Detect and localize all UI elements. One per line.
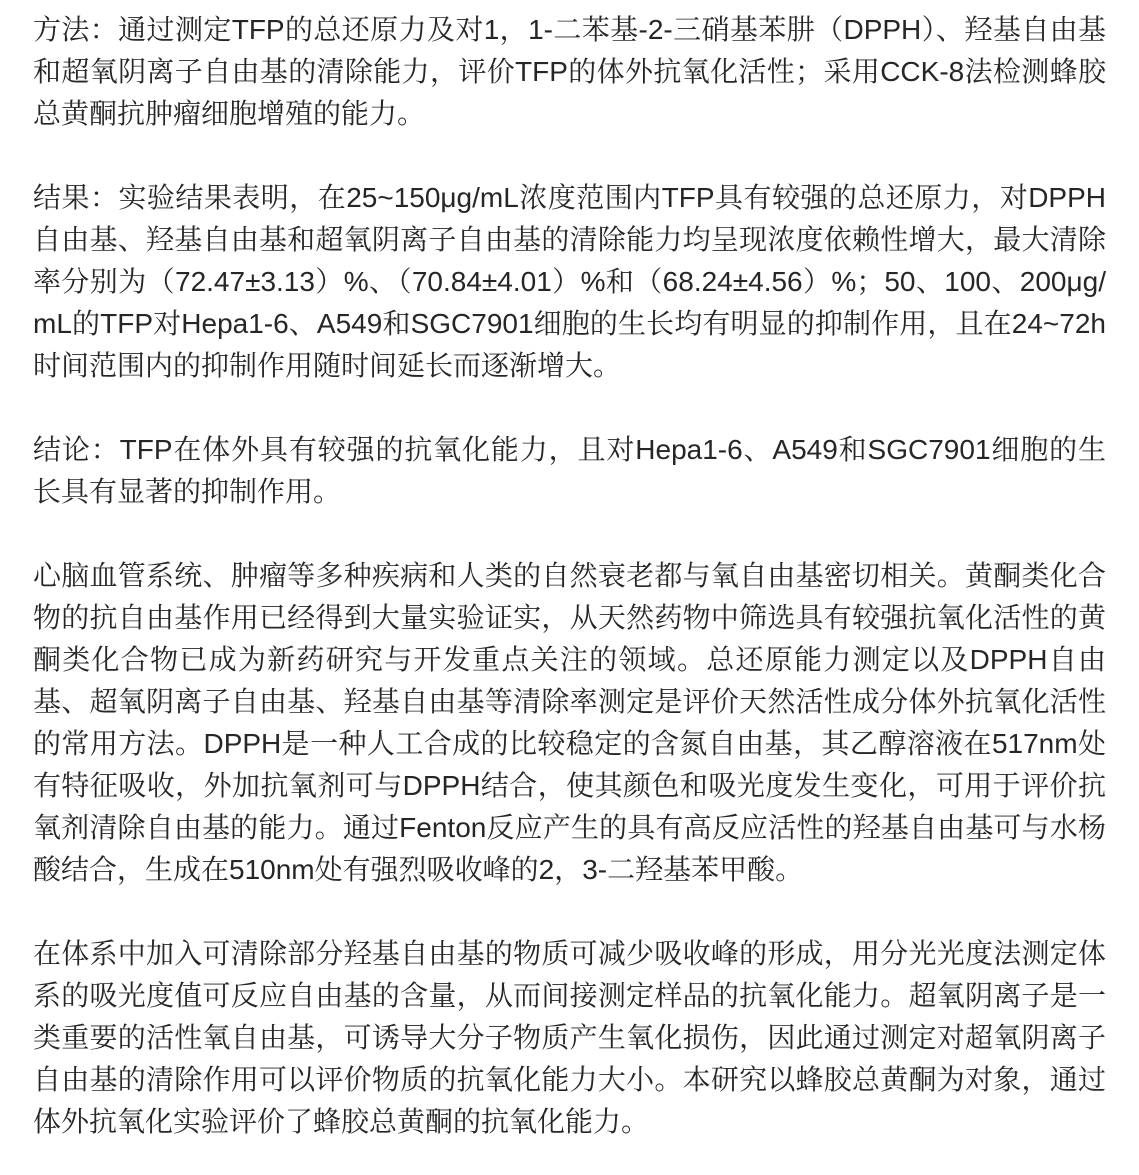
paragraph-results: 结果：实验结果表明，在25~150μg/mL浓度范围内TFP具有较强的总还原力，对DPPH自由基、羟基自由基和超氧阴离子自由基的清除能力均呈现浓度依赖性增大，最大清除率分别为（72.47±3.13）%、（70.84±4.01）%和（68.24±4.56）%；50、100、200μg/mL的TFP对Hepa1-6、A549和SGC7901细胞的生长均有明显的抑制作用，且在24~72h时间范围内的抑制作用随时间延长而逐渐增大。	[33, 182, 1106, 381]
paragraph-background-study-purpose: 在体系中加入可清除部分羟基自由基的物质可减少吸收峰的形成，用分光光度法测定体系的吸光度值可反应自由基的含量，从而间接测定样品的抗氧化能力。超氧阴离子是一类重要的活性氧自由基，可诱导大分子物质产生氧化损伤，因此通过测定对超氧阴离子自由基的清除作用可以评价物质的抗氧化能力大小。本研究以蜂胶总黄酮为对象，通过体外抗氧化实验评价了蜂胶总黄酮的抗氧化能力。	[33, 938, 1106, 1137]
paragraph-conclusion: 结论：TFP在体外具有较强的抗氧化能力，且对Hepa1-6、A549和SGC7901细胞的生长具有显著的抑制作用。	[33, 434, 1106, 507]
paragraph-methods: 方法：通过测定TFP的总还原力及对1，1-二苯基-2-三硝基苯肼（DPPH）、羟基自由基和超氧阴离子自由基的清除能力，评价TFP的体外抗氧化活性；采用CCK-8法检测蜂胶总黄酮抗肿瘤细胞增殖的能力。	[33, 14, 1106, 129]
paragraph-background-free-radicals: 心脑血管系统、肿瘤等多种疾病和人类的自然衰老都与氧自由基密切相关。黄酮类化合物的抗自由基作用已经得到大量实验证实，从天然药物中筛选具有较强抗氧化活性的黄酮类化合物已成为新药研究与开发重点关注的领域。总还原能力测定以及DPPH自由基、超氧阴离子自由基、羟基自由基等清除率测定是评价天然活性成分体外抗氧化活性的常用方法。DPPH是一种人工合成的比较稳定的含氮自由基，其乙醇溶液在517nm处有特征吸收，外加抗氧剂可与DPPH结合，使其颜色和吸光度发生变化，可用于评价抗氧剂清除自由基的能力。通过Fenton反应产生的具有高反应活性的羟基自由基可与水杨酸结合，生成在510nm处有强烈吸收峰的2，3-二羟基苯甲酸。	[33, 560, 1106, 885]
